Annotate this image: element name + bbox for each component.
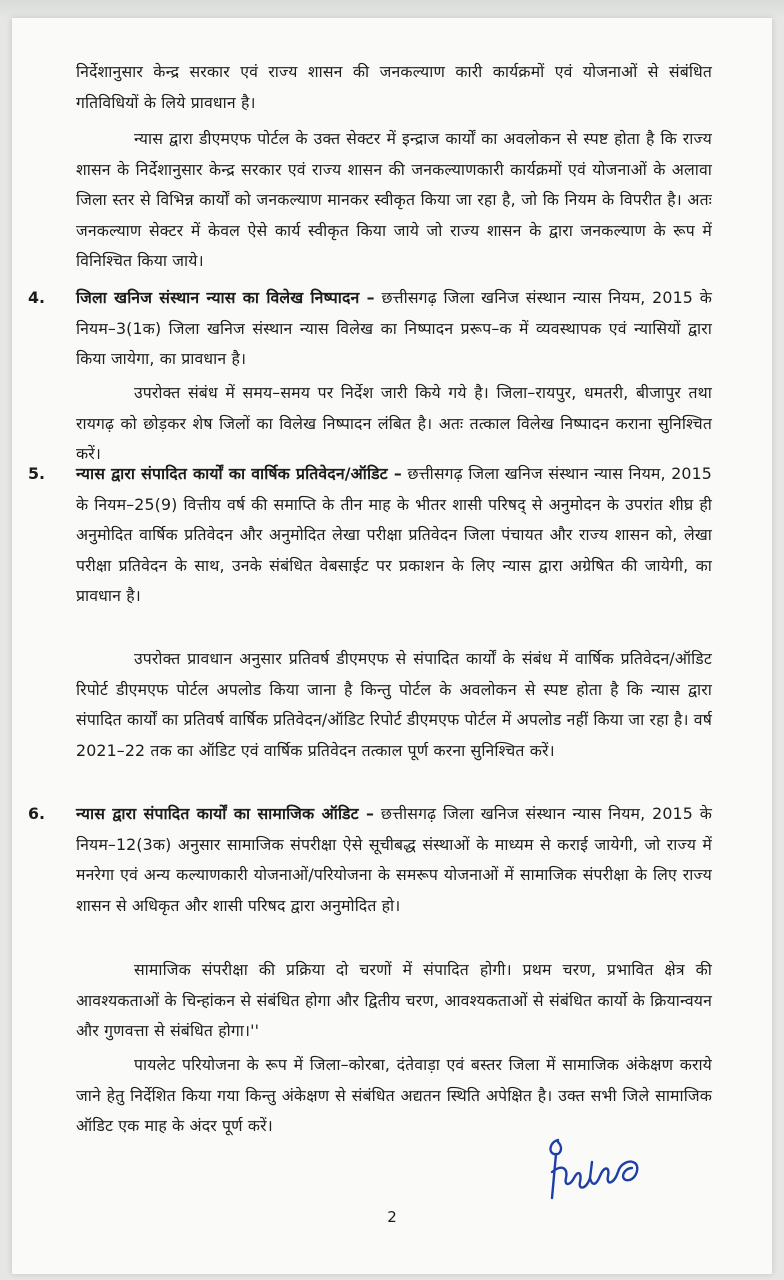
item-6-heading: न्यास द्वारा संपादित कार्यों का सामाजिक ऑडिट – — [76, 804, 375, 823]
item-4-paragraph — [76, 283, 712, 375]
paragraph-2: न्यास द्वारा डीएमएफ पोर्टल के उक्त सेक्टर में इन्द्राज कार्यों का अवलोकन से स्पष्ट होता है कि राज्य शासन के निर्देशानुसार केन्द्र सरकार एवं राज्य शासन की जनकल्याणकारी कार्यक्रमों एवं योजनाओं के अलावा जिला स्तर से विभिन्न कार्यों को जनकल्याण मानकर स्वीकृत किया जा रहा है, जो कि नियम के विपरीत है। अतः जनकल्याण सेक्टर में केवल ऐसे कार्य स्वीकृत किया जाये जो राज्य शासन के द्वारा जनकल्याण के रूप में विनिश्चित किया जाये। — [76, 129, 712, 270]
item-6-text: छत्तीसगढ़ जिला खनिज संस्थान न्यास नियम, 2015 के नियम–12(3क) अनुसार सामाजिक संपरीक्षा ऐसे सूचीबद्ध संस्थाओं के माध्यम से कराई जायेगी, जो राज्य में मनरेगा एवं अन्य कल्याणकारी योजनाओं/परियोजना के समरूप योजनाओं में सामाजिक संपरीक्षा के लिए राज्य शासन से अधिकृत और शासी परिषद द्वारा अनुमोदित हो। — [76, 804, 713, 915]
item-4-heading: जिला खनिज संस्थान न्यास का विलेख निष्पादन – — [76, 288, 375, 307]
item-4-note: उपरोक्त संबंध में समय–समय पर निर्देश जारी किये गये है। जिला–रायपुर, धमतरी, बीजापुर तथा रायगढ़ को छोड़कर शेष जिलों का विलेख निष्पादन लंबित है। अतः तत्काल विलेख निष्पादन कराना सुनिश्चित करें। — [76, 383, 712, 463]
paragraph-1: निर्देशानुसार केन्द्र सरकार एवं राज्य शासन की जनकल्याण कारी कार्यक्रमों एवं योजनाओं से संबंधित गतिविधियों के लिये प्रावधान है। — [76, 62, 712, 112]
item-4-number: 4. — [28, 288, 45, 307]
item-5-heading: न्यास द्वारा संपादित कार्यों का वार्षिक प्रतिवेदन/ऑडिट – — [76, 464, 402, 483]
item-5-paragraph — [76, 459, 712, 612]
item-6-note-2: पायलेट परियोजना के रूप में जिला–कोरबा, दंतेवाड़ा एवं बस्तर जिला में सामाजिक अंकेक्षण कराये जाने हेतु निर्देशित किया गया किन्तु अंकेक्षण से संबंधित अद्यतन स्थिति अपेक्षित है। उक्त सभी जिले सामाजिक ऑडिट एक माह के अंदर पूर्ण करें। — [76, 1055, 712, 1135]
item-6-number: 6. — [28, 804, 45, 823]
item-6-note-1: सामाजिक संपरीक्षा की प्रक्रिया दो चरणों में संपादित होगी। प्रथम चरण, प्रभावित क्षेत्र की आवश्यकताओं के चिन्हांकन से संबंधित होगा और द्वितीय चरण, आवश्यकताओं से संबंधित कार्यो के क्रियान्वयन और गुणवत्ता से संबंधित होगा।'' — [76, 960, 712, 1040]
top-margin-band — [0, 0, 784, 18]
signature — [540, 1128, 660, 1208]
item-5-note: उपरोक्त प्रावधान अनुसार प्रतिवर्ष डीएमएफ से संपादित कार्यों के संबंध में वार्षिक प्रतिवेदन/ऑडिट रिपोर्ट डीएमएफ पोर्टल अपलोड किया जाना है किन्तु पोर्टल के अवलोकन से स्पष्ट होता है कि न्यास द्वारा संपादित कार्यों का प्रतिवर्ष वार्षिक प्रतिवेदन/ऑडिट रिपोर्ट डीएमएफ पोर्टल में अपलोड नहीं किया जा रहा है। वर्ष 2021–22 तक का ऑडिट एवं वार्षिक प्रतिवेदन तत्काल पूर्ण करना सुनिश्चित करें। — [76, 649, 712, 760]
item-4-text: छत्तीसगढ़ जिला खनिज संस्थान न्यास नियम, 2015 के नियम–3(1क) जिला खनिज संस्थान न्यास विलेख का निष्पादन प्ररूप–क में व्यवस्थापक एवं न्यासियों द्वारा किया जायेगा, का प्रावधान है। — [76, 288, 712, 368]
item-5-text: छत्तीसगढ़ जिला खनिज संस्थान न्यास नियम, 2015 के नियम–25(9) वित्तीय वर्ष की समाप्ति के तीन माह के भीतर शासी परिषद् से अनुमोदन के उपरांत शीघ्र ही अनुमोदित वार्षिक प्रतिवेदन और अनुमोदित लेखा परीक्षा प्रतिवेदन जिला पंचायत और राज्य शासन को, लेखा परीक्षा प्रतिवेदन के साथ, उनके संबंधित वेबसाईट पर प्रकाशन के लिए न्यास द्वारा अग्रेषित की जायेगी, का प्रावधान है। — [76, 464, 713, 605]
item-5-number: 5. — [28, 464, 45, 483]
item-6-paragraph — [76, 799, 712, 921]
page-number: 2 — [387, 1208, 397, 1226]
signature-icon — [540, 1128, 660, 1208]
